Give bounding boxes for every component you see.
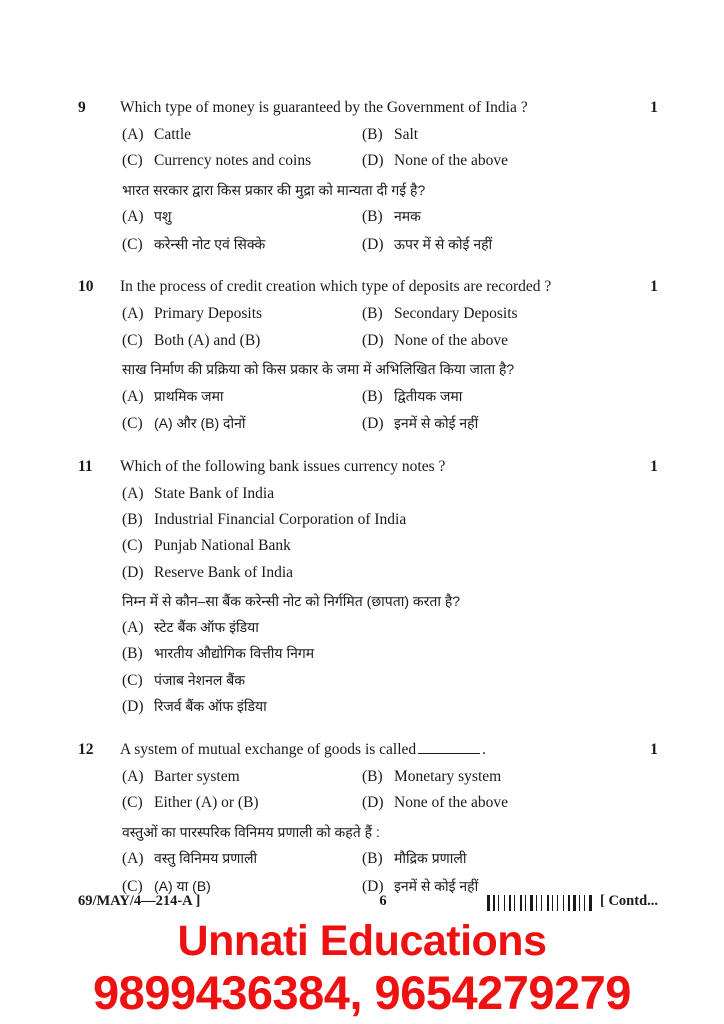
option-label: भारतीय औद्योगिक वित्तीय निगम [154, 645, 315, 662]
option-d[interactable] [362, 793, 602, 813]
option-a[interactable] [122, 484, 622, 504]
option-label: प्राथमिक जमा [154, 387, 224, 404]
option-label: द्वितीयक जमा [394, 387, 463, 404]
question-heading [78, 277, 656, 298]
question-text-hindi: वस्तुओं का पारस्परिक विनिमय प्रणाली को कहते हैं : [122, 823, 380, 840]
option-row [122, 484, 656, 504]
option-label: Secondary Deposits [394, 305, 518, 323]
option-row [122, 849, 656, 869]
option-label: Cattle [154, 125, 192, 143]
option-row [122, 235, 656, 255]
option-key: (B) [122, 645, 143, 663]
option-label: State Bank of India [154, 484, 275, 502]
option-key: (D) [122, 563, 144, 581]
option-label: स्टेट बैंक ऑफ इंडिया [154, 618, 259, 635]
page-footer [78, 893, 659, 915]
option-a-hindi[interactable] [122, 207, 362, 227]
option-label: ऊपर में से कोई नहीं [394, 235, 493, 252]
option-label: None of the above [394, 331, 509, 349]
option-b[interactable] [362, 767, 602, 787]
option-key: (D) [122, 698, 144, 716]
options-english [122, 304, 656, 351]
option-key: (D) [362, 152, 384, 170]
question-heading [78, 740, 656, 761]
options-hindi [122, 849, 656, 897]
option-b-hindi[interactable] [122, 644, 622, 664]
option-label: Monetary system [394, 767, 502, 785]
question-marks: 1 [650, 457, 658, 475]
option-key: (B) [122, 511, 143, 529]
option-a-hindi[interactable] [122, 849, 362, 869]
option-b[interactable] [362, 125, 602, 145]
option-key: (C) [122, 537, 143, 555]
option-label: मौद्रिक प्रणाली [394, 850, 467, 867]
option-key: (A) [122, 208, 144, 226]
option-c-hindi[interactable] [122, 671, 622, 691]
question-block-10 [78, 277, 656, 434]
options-hindi [122, 207, 656, 255]
option-c[interactable] [122, 536, 622, 556]
option-label: Barter system [154, 767, 240, 785]
option-row [122, 536, 656, 556]
option-key: (D) [362, 877, 384, 895]
options-english [122, 484, 656, 584]
option-key: (B) [362, 387, 383, 405]
option-b[interactable] [362, 304, 602, 324]
question-text-english: Which of the following bank issues currency notes ? [120, 457, 446, 475]
option-label: Punjab National Bank [154, 537, 291, 555]
contd-label: [ Contd... [600, 893, 659, 909]
option-label: None of the above [394, 794, 509, 812]
option-label: Industrial Financial Corporation of India [154, 511, 407, 529]
option-key: (B) [362, 208, 383, 226]
question-number: 9 [78, 99, 86, 116]
option-label: नमक [394, 208, 421, 225]
option-d-hindi[interactable] [362, 235, 602, 255]
question-text-suffix: . [482, 740, 487, 758]
option-key: (A) [122, 618, 144, 636]
question-marks: 1 [650, 99, 658, 116]
option-row [122, 644, 656, 664]
option-key: (D) [362, 415, 384, 433]
option-c-hindi[interactable] [122, 235, 362, 255]
watermark-institute-name: Unnati Educations [177, 917, 547, 965]
question-text-english: Which type of money is guaranteed by the Government of India ? [120, 99, 528, 116]
option-row [122, 563, 656, 583]
option-label: इनमें से कोई नहीं [394, 415, 479, 432]
option-b-hindi[interactable] [362, 207, 602, 227]
option-key: (C) [122, 331, 143, 349]
option-key: (C) [122, 877, 143, 895]
option-d[interactable] [362, 151, 602, 171]
option-row [122, 767, 656, 787]
question-number: 11 [78, 457, 93, 475]
option-key: (A) [122, 125, 144, 143]
option-label: (A) या (B) [154, 877, 211, 894]
option-label: वस्तु विनिमय प्रणाली [154, 850, 258, 867]
option-label: Salt [394, 125, 419, 143]
option-d[interactable] [122, 563, 622, 583]
option-label: (A) और (B) दोनों [154, 415, 246, 432]
option-key: (A) [122, 484, 144, 502]
option-label: पंजाब नेशनल बैंक [154, 671, 246, 688]
option-row [122, 151, 656, 171]
question-text-english: In the process of credit creation which type of deposits are recorded ? [120, 278, 552, 296]
option-key: (A) [122, 305, 144, 323]
option-label: इनमें से कोई नहीं [394, 877, 479, 894]
barcode [487, 895, 595, 911]
option-key: (D) [362, 794, 384, 812]
option-key: (B) [362, 305, 383, 323]
option-key: (B) [362, 767, 383, 785]
option-c[interactable] [122, 793, 362, 813]
option-row [122, 387, 656, 407]
question-text-english [120, 740, 656, 761]
option-a-hindi[interactable] [122, 387, 362, 407]
option-key: (C) [122, 671, 143, 689]
option-a[interactable] [122, 125, 362, 145]
option-label: Both (A) and (B) [154, 331, 261, 349]
option-key: (B) [362, 850, 383, 868]
option-row [122, 207, 656, 227]
page-number: 6 [379, 893, 387, 909]
option-row [122, 414, 656, 434]
option-row [122, 793, 656, 813]
question-number: 10 [78, 278, 94, 296]
option-d-hindi[interactable] [122, 697, 622, 717]
question-heading [78, 457, 656, 478]
option-d-hindi[interactable] [362, 414, 602, 434]
question-block-12 [78, 740, 656, 898]
question-text-prefix: A system of mutual exchange of goods is called [120, 740, 417, 758]
fill-in-blank [418, 740, 480, 754]
option-label: रिजर्व बैंक ऑफ इंडिया [154, 698, 267, 715]
question-marks: 1 [650, 278, 658, 296]
question-block-9 [78, 98, 656, 255]
option-row [122, 510, 656, 530]
option-c[interactable] [122, 331, 362, 351]
option-label: करेन्सी नोट एवं सिक्के [154, 235, 266, 252]
option-key: (D) [362, 331, 384, 349]
option-b-hindi[interactable] [362, 387, 602, 407]
question-heading [78, 98, 656, 119]
option-key: (C) [122, 152, 143, 170]
option-d[interactable] [362, 331, 602, 351]
option-label: Primary Deposits [154, 305, 263, 323]
option-c-hindi[interactable] [122, 414, 362, 434]
question-marks: 1 [650, 740, 658, 758]
question-text-hindi: साख निर्माण की प्रक्रिया को किस प्रकार के जमा में अभिलिखित किया जाता है? [122, 361, 515, 378]
option-key: (A) [122, 850, 144, 868]
option-row [122, 697, 656, 717]
option-a[interactable] [122, 767, 362, 787]
question-number: 12 [78, 740, 94, 758]
options-hindi [122, 618, 656, 718]
option-row [122, 331, 656, 351]
option-key: (A) [122, 387, 144, 405]
option-label: Either (A) or (B) [154, 794, 259, 812]
option-row [122, 125, 656, 145]
options-english [122, 767, 656, 814]
option-b-hindi[interactable] [362, 849, 602, 869]
questions-container [78, 98, 659, 919]
option-row [122, 671, 656, 691]
question-block-11 [78, 457, 656, 718]
option-key: (A) [122, 767, 144, 785]
option-label: Reserve Bank of India [154, 563, 294, 581]
option-label: पशु [154, 208, 172, 225]
question-text-hindi: भारत सरकार द्वारा किस प्रकार की मुद्रा को मान्यता दी गई है? [122, 181, 426, 198]
option-key: (C) [122, 794, 143, 812]
option-label: Currency notes and coins [154, 152, 312, 170]
paper-code: 69/MAY/4—214-A ] [78, 893, 201, 909]
option-row [122, 304, 656, 324]
option-key: (C) [122, 235, 143, 253]
options-hindi [122, 387, 656, 435]
option-key: (C) [122, 415, 143, 433]
option-row [122, 618, 656, 638]
option-a[interactable] [122, 304, 362, 324]
question-text-hindi: निम्न में से कौन–सा बैंक करेन्सी नोट को निर्गमित (छापता) करता है? [122, 593, 461, 610]
option-c[interactable] [122, 151, 362, 171]
option-label: None of the above [394, 152, 509, 170]
options-english [122, 125, 656, 172]
option-key: (D) [362, 235, 384, 253]
option-key: (B) [362, 125, 383, 143]
option-b[interactable] [122, 510, 622, 530]
option-a-hindi[interactable] [122, 618, 622, 638]
watermark-phone-numbers: 9899436384, 9654279279 [93, 966, 631, 1019]
